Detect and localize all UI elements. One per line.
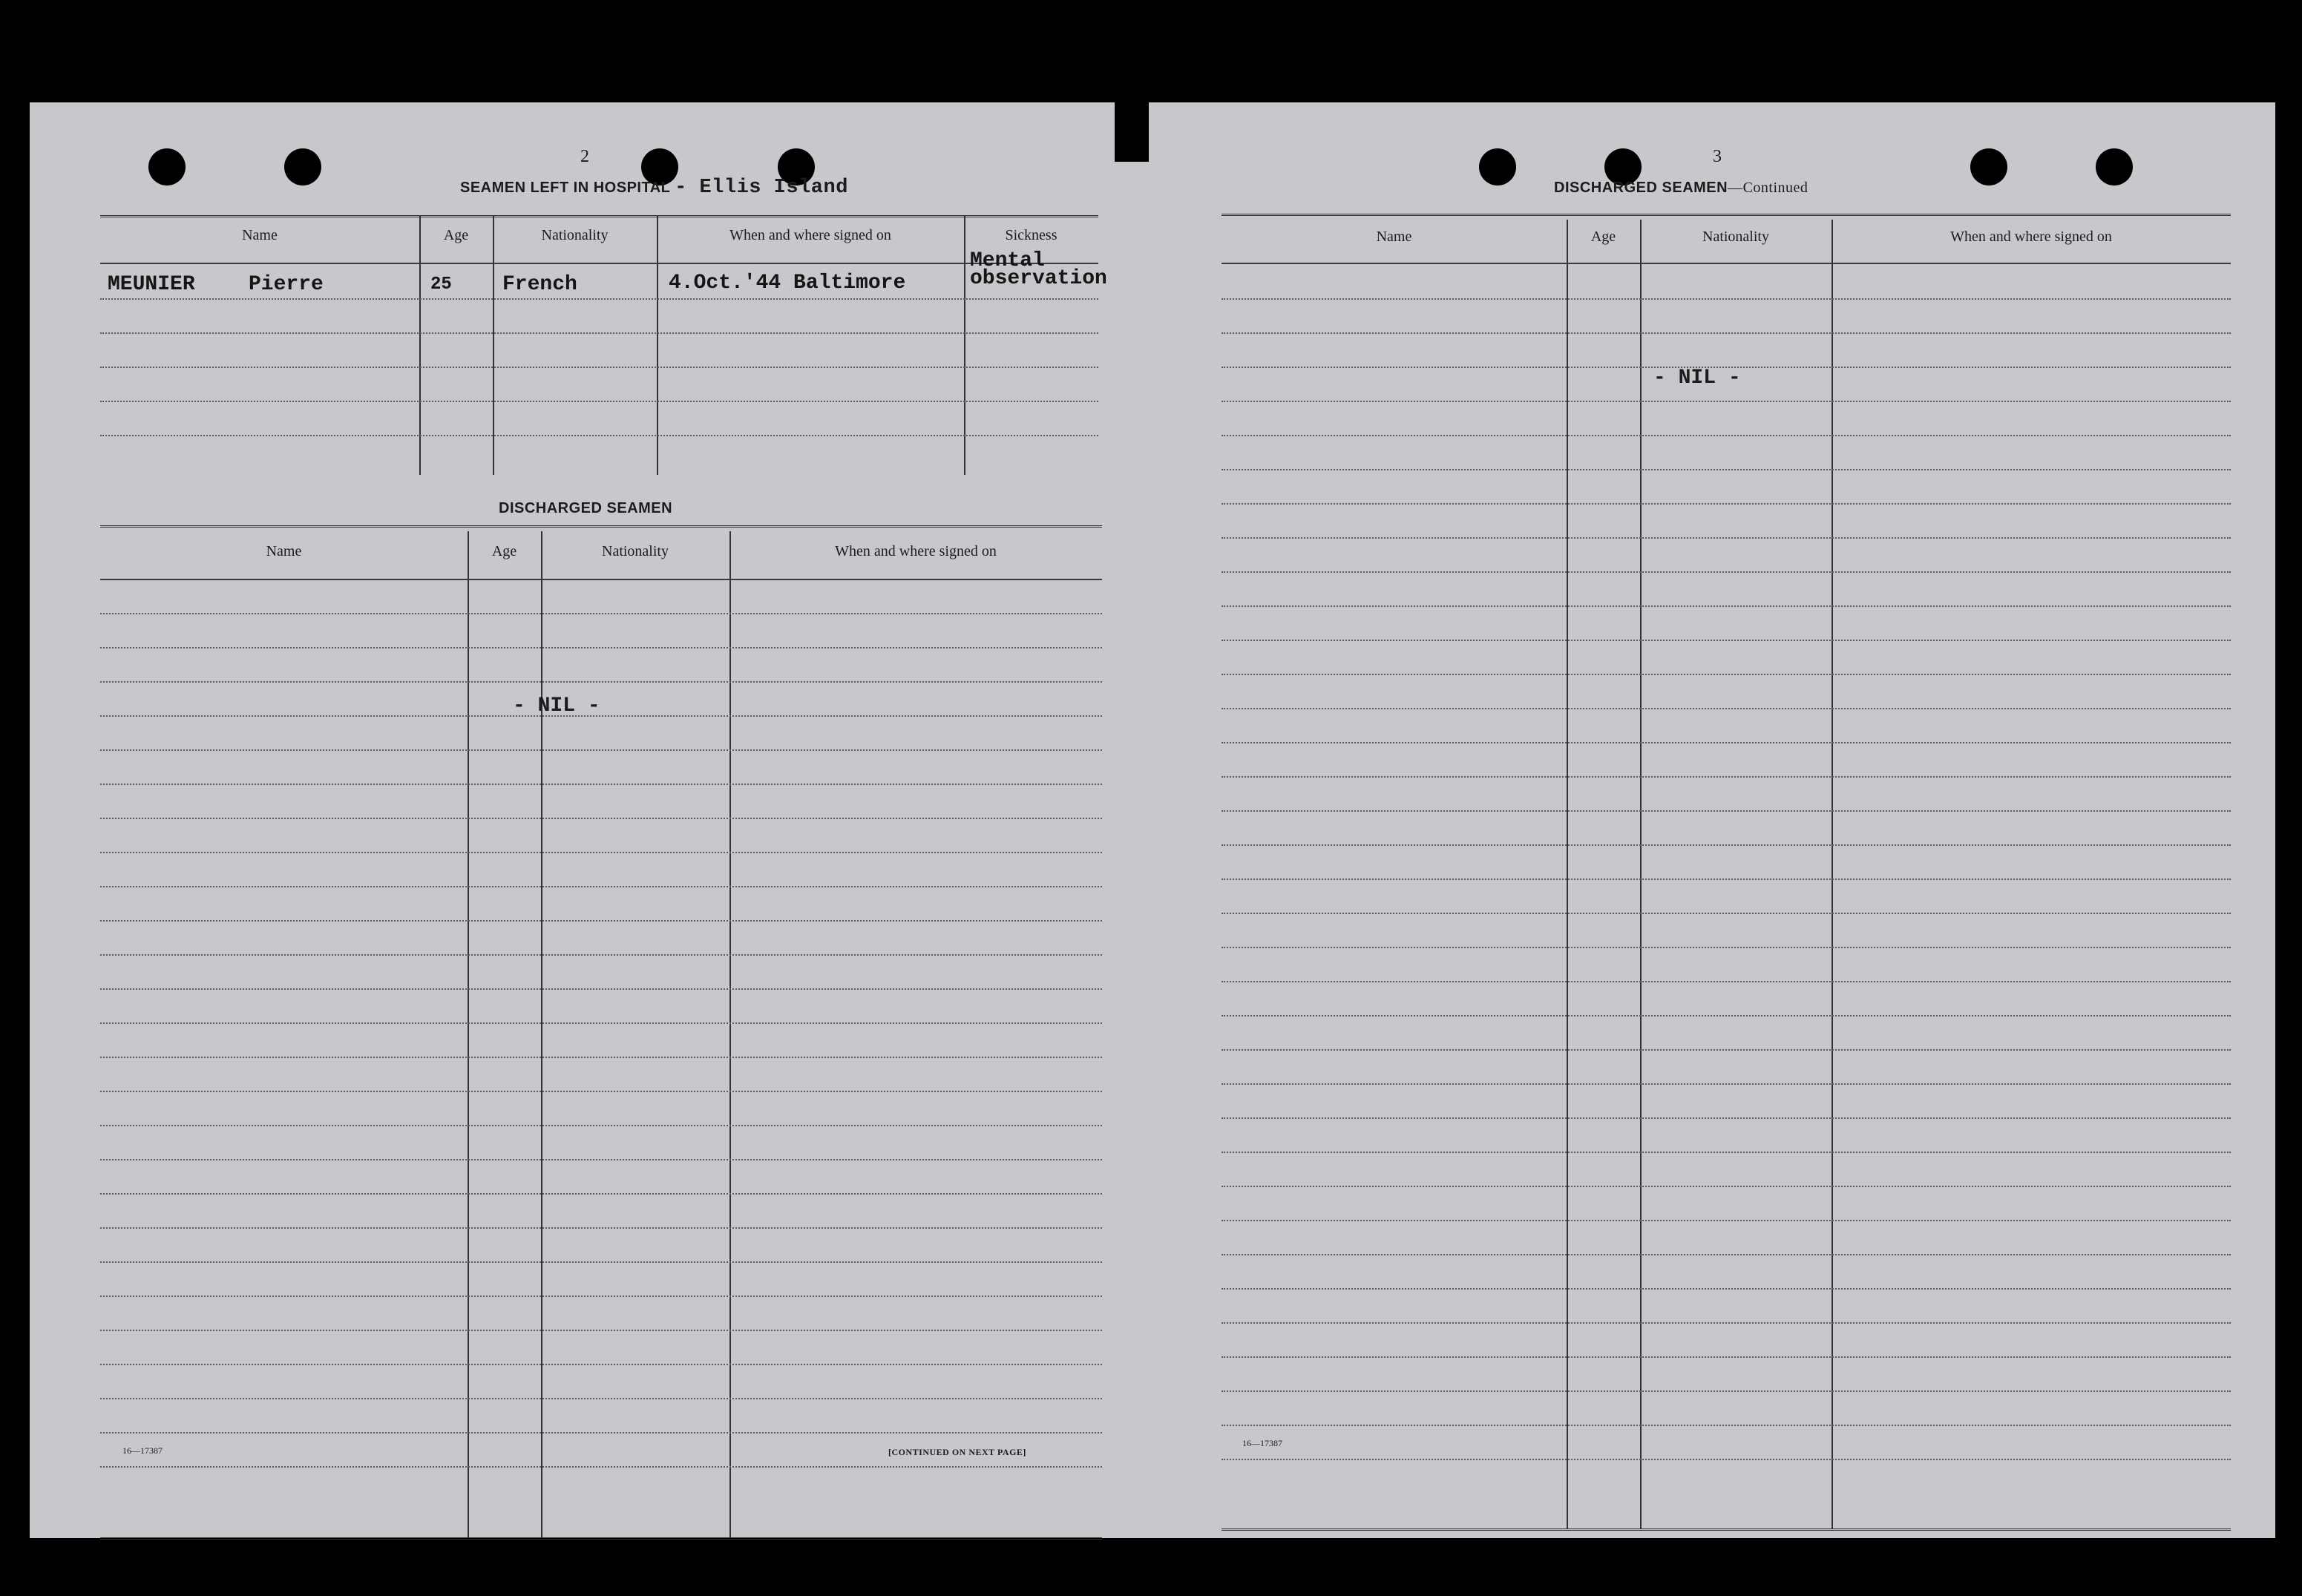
col-header-nationality: Nationality [541, 227, 609, 243]
col-header-signed-on: When and where signed on [835, 543, 997, 559]
col-header-name: Name [1376, 229, 1412, 245]
hospital-location: - Ellis Island [675, 177, 848, 199]
column-divider [1832, 220, 1833, 1528]
form-number: 16—17387 [122, 1445, 163, 1456]
table-bottom-rule [100, 1537, 1102, 1540]
continued-note: [CONTINUED ON NEXT PAGE] [888, 1447, 1026, 1457]
hospital-section-title [460, 177, 848, 199]
section-title-text: DISCHARGED SEAMEN [1554, 180, 1728, 196]
header-rule [100, 263, 1098, 264]
col-header-age: Age [443, 227, 469, 243]
punch-hole [1970, 148, 2007, 185]
table-top-rule [100, 525, 1102, 528]
cell-sickness-line2: observation [970, 267, 1107, 290]
col-header-signed-on: When and where signed on [729, 227, 891, 243]
cell-surname: MEUNIER [108, 273, 195, 296]
cell-sickness-line1: Mental [970, 249, 1045, 272]
col-header-age: Age [491, 543, 517, 559]
punch-hole [284, 148, 321, 185]
page-number: 3 [1713, 147, 1722, 166]
section-subtitle: —Continued [1728, 180, 1809, 196]
punch-hole [1479, 148, 1516, 185]
discharged-continued-table [1221, 214, 2231, 1534]
column-divider [1640, 220, 1642, 1528]
nil-marker: - NIL - [1653, 367, 1741, 390]
col-header-nationality: Nationality [602, 543, 669, 559]
punch-hole [2096, 148, 2133, 185]
col-header-name: Name [242, 227, 278, 243]
col-header-name: Name [266, 543, 302, 559]
right-page [1155, 102, 2275, 1538]
punch-hole [148, 148, 186, 185]
column-divider [1567, 220, 1568, 1528]
cell-nationality: French [502, 273, 577, 296]
col-header-signed-on: When and where signed on [1950, 229, 2112, 245]
hospital-title-text: SEAMEN LEFT IN HOSPITAL [460, 180, 670, 196]
binding-shadow [1115, 102, 1149, 162]
col-header-age: Age [1590, 229, 1616, 245]
table-top-rule [100, 215, 1098, 217]
cell-signed-on: 4.Oct.'44 Baltimore [669, 272, 906, 295]
cell-given-name: Pierre [249, 273, 324, 296]
header-rule [1221, 263, 2231, 264]
discharged-section-title: DISCHARGED SEAMEN [499, 500, 673, 516]
hospital-table [100, 215, 1107, 475]
nil-marker: - NIL - [513, 694, 600, 717]
col-header-sickness: Sickness [1005, 227, 1057, 243]
col-header-nationality: Nationality [1702, 229, 1769, 245]
table-bottom-rule [1221, 1528, 2231, 1531]
header-rule [100, 579, 1102, 580]
discharged-continued-title [1554, 180, 1808, 197]
cell-age: 25 [430, 275, 452, 295]
page-number: 2 [580, 147, 589, 166]
left-page [30, 102, 1156, 1538]
form-number: 16—17387 [1242, 1438, 1282, 1448]
discharged-table [100, 525, 1102, 1543]
table-top-rule [1221, 214, 2231, 216]
